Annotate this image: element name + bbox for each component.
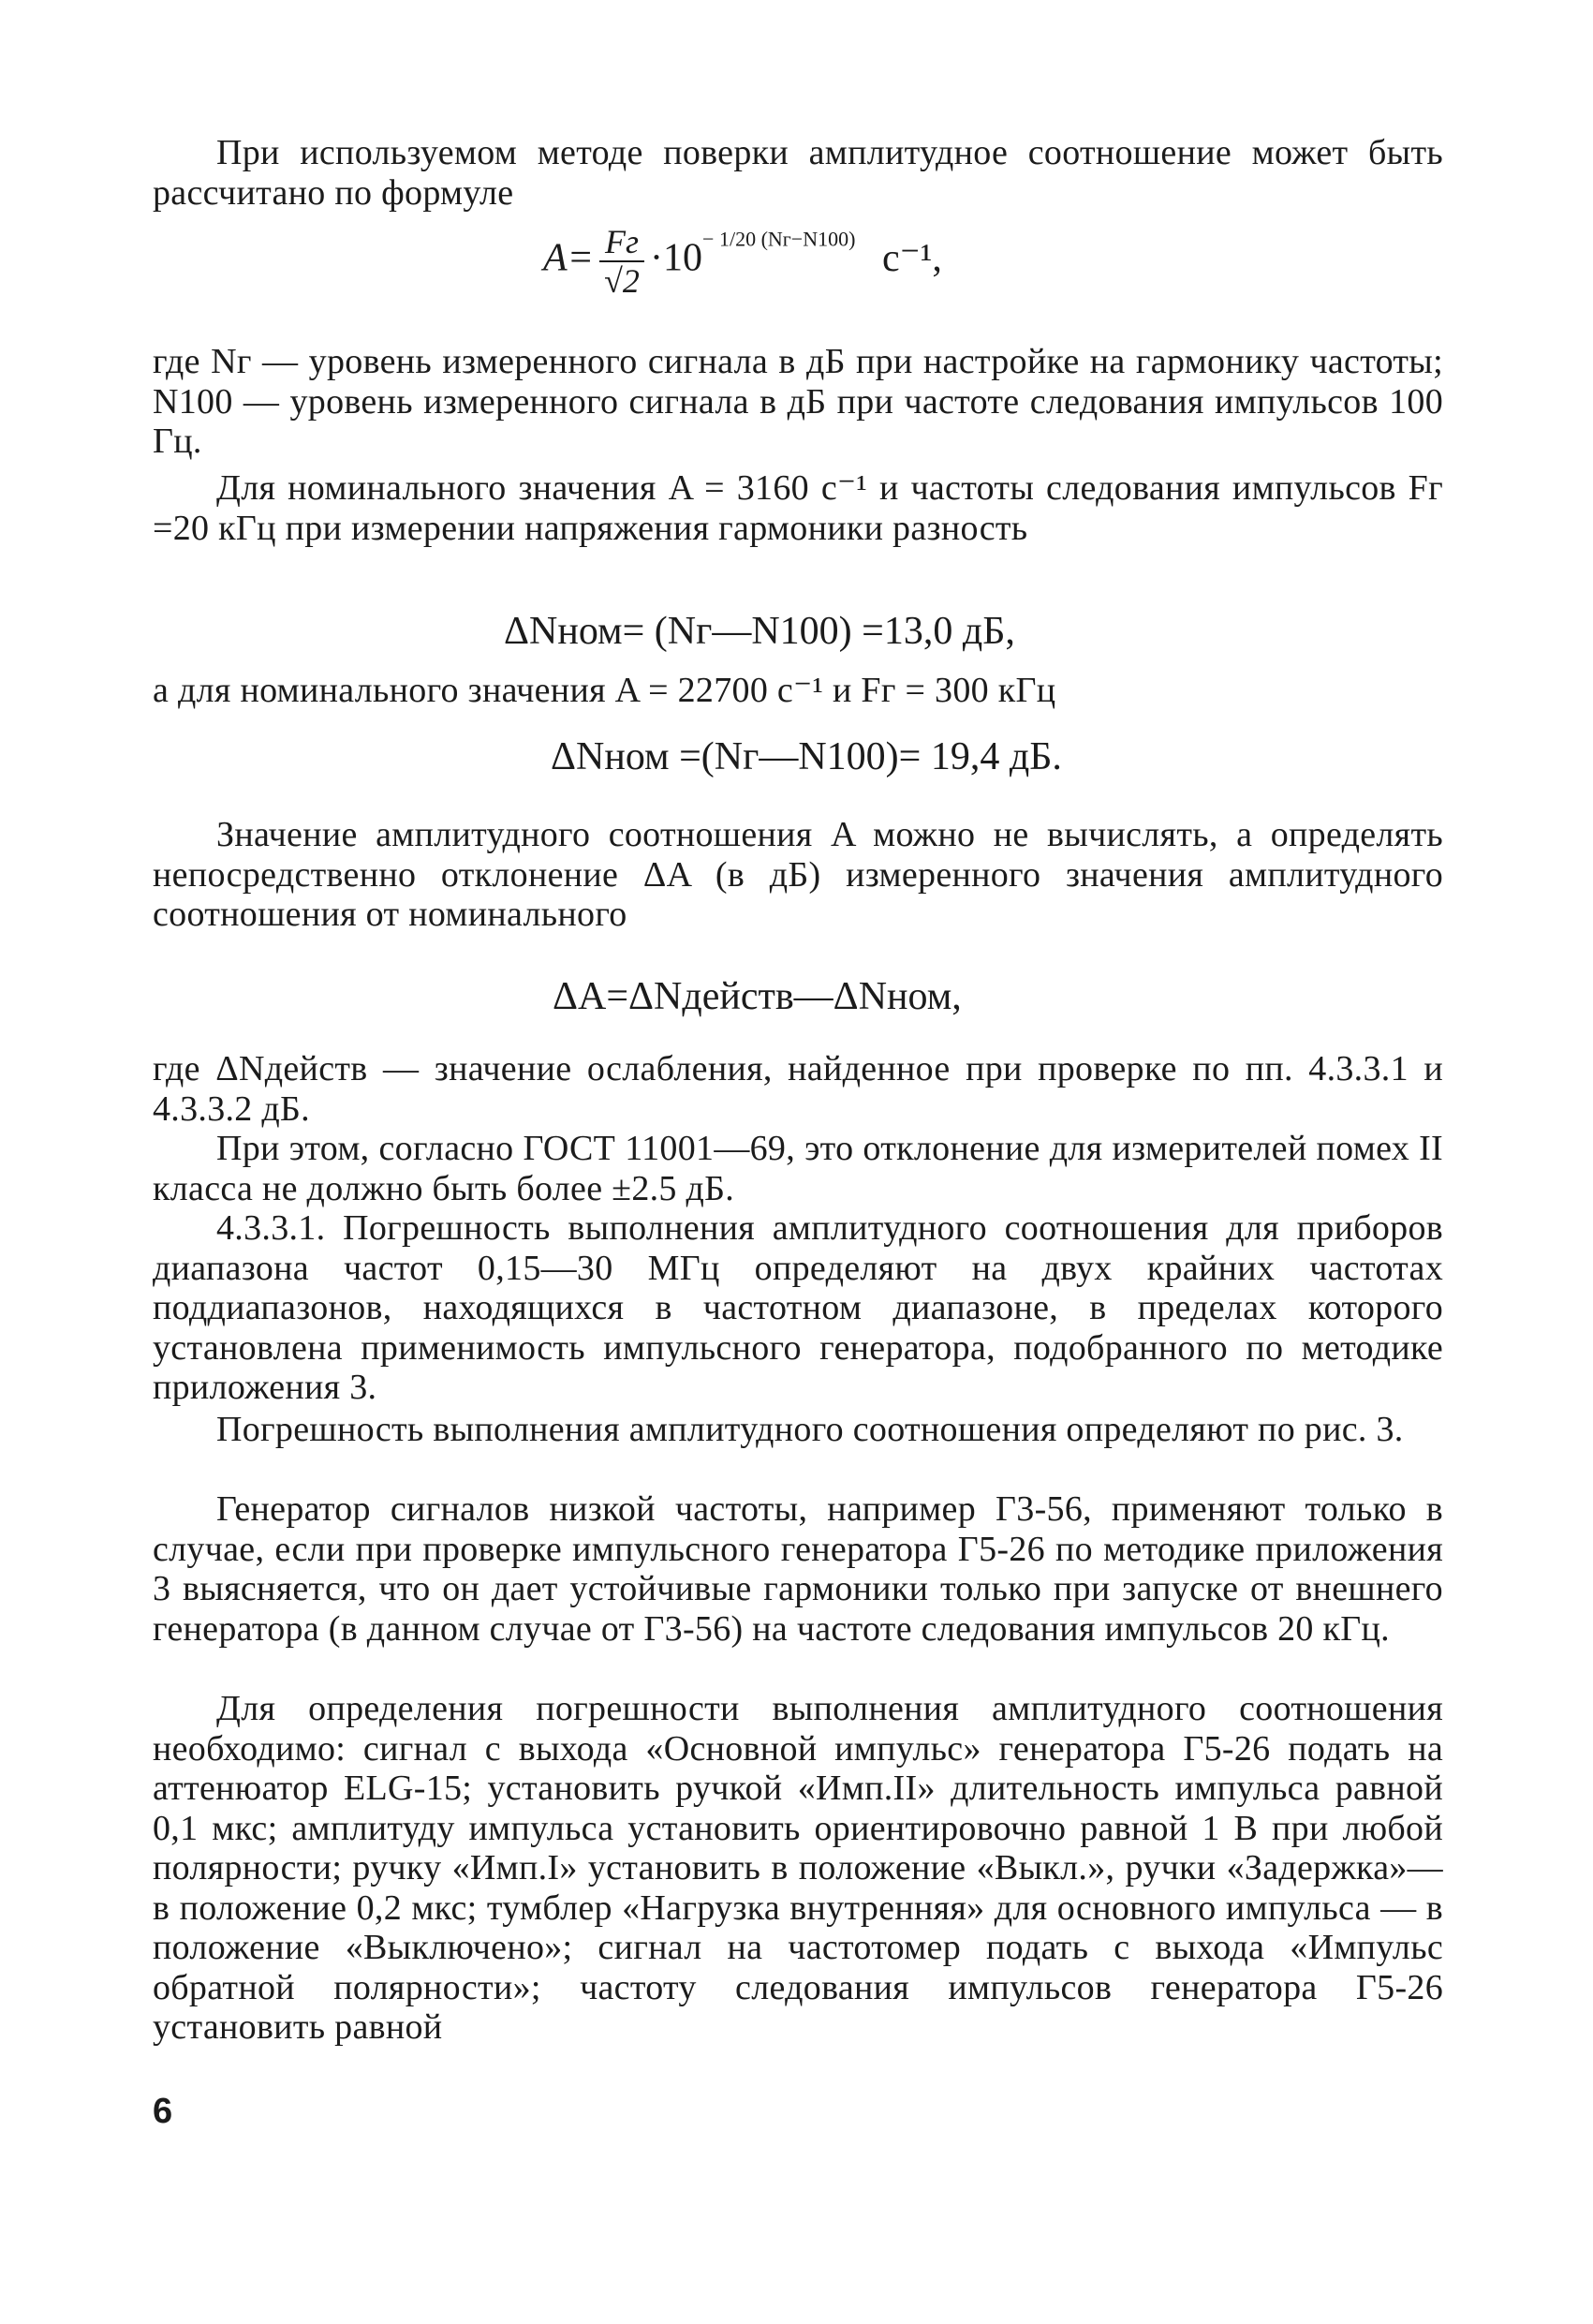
paragraph-nominal-22700: а для номинального значения A = 22700 с⁻¹ и Fг = 300 кГц <box>153 671 1056 710</box>
page-number: 6 <box>153 2092 173 2131</box>
formula-unit: с⁻¹, <box>881 236 942 280</box>
paragraph-definitions: где Nг — уровень измеренного сигнала в дБ при настройке на гармонику частоты; N100 — уровень измеренного сигнала в дБ при частоте следования импульсов 100 Гц. <box>153 342 1443 461</box>
formula-multiplier: ·10 <box>650 236 703 280</box>
formula-delta-n-13: ΔNном= (Nг—N100) =13,0 дБ, <box>504 610 1015 653</box>
formula-numerator: Fг <box>599 223 644 262</box>
formula-fraction <box>599 223 644 300</box>
paragraph-deviation: Значение амплитудного соотношения A можно не вычислять, а определять непосредственно отклонение ΔA (в дБ) измеренного значения амплитудного соотношения от номинального <box>153 815 1443 934</box>
paragraph-nominal-3160: Для номинального значения A = 3160 с⁻¹ и частоты следования импульсов Fг =20 кГц при измерении напряжения гармоники разность <box>153 468 1443 548</box>
formula-lhs: A= <box>543 236 594 280</box>
formula-denominator: √2 <box>604 262 640 300</box>
paragraph-4-3-3-1: 4.3.3.1. Погрешность выполнения амплитудного соотношения для приборов диапазона частот 0,15—30 МГц определяют на двух крайних частотах поддиапазонов, находящихся в частотном диапазоне, в пределах которого установлена применимость импульсного генератора, подобранного по методике приложения 3. <box>153 1208 1443 1407</box>
formula-amplitude-ratio <box>543 223 942 300</box>
paragraph-formula-intro: При используемом методе поверки амплитудное соотношение может быть рассчитано по формуле <box>153 133 1443 213</box>
paragraph-figure-3: Погрешность выполнения амплитудного соотношения определяют по рис. 3. <box>216 1410 1404 1449</box>
paragraph-generator: Генератор сигналов низкой частоты, например Г3-56, применяют только в случае, если при проверке импульсного генератора Г5-26 по методике приложения 3 выясняется, что он дает устойчивые гармоники только при запуске от внешнего генератора (в данном случае от Г3-56) на частоте следования импульсов 20 кГц. <box>153 1489 1443 1649</box>
formula-exponent: − 1/20 (Nг−N100) <box>702 227 856 251</box>
paragraph-gost: При этом, согласно ГОСТ 11001—69, это отклонение для измерителей помех II класса не должно быть более ±2.5 дБ. <box>153 1129 1443 1208</box>
formula-delta-a: ΔA=ΔNдейств—ΔNном, <box>553 975 962 1018</box>
paragraph-attenuation: где ΔNдейств — значение ослабления, найденное при проверке по пп. 4.3.3.1 и 4.3.3.2 дБ. <box>153 1049 1443 1129</box>
paragraph-procedure: Для определения погрешности выполнения амплитудного соотношения необходимо: сигнал с выхода «Основной импульс» генератора Г5-26 подать на аттенюатор ELG-15; установить ручкой «Имп.II» длительность импульса равной 0,1 мкс; амплитуду импульса установить ориентировочно равной 1 В при любой полярности; ручку «Имп.I» установить в положение «Выкл.», ручки «Задержка»— в положение 0,2 мкс; тумблер «Нагрузка внутренняя» для основного импульса — в положение «Выключено»; сигнал на частотомер подать с выхода «Импульс обратной полярности»; частоту следования импульсов генератора Г5-26 установить равной <box>153 1689 1443 2047</box>
formula-delta-n-19: ΔNном =(Nг—N100)= 19,4 дБ. <box>551 735 1062 778</box>
